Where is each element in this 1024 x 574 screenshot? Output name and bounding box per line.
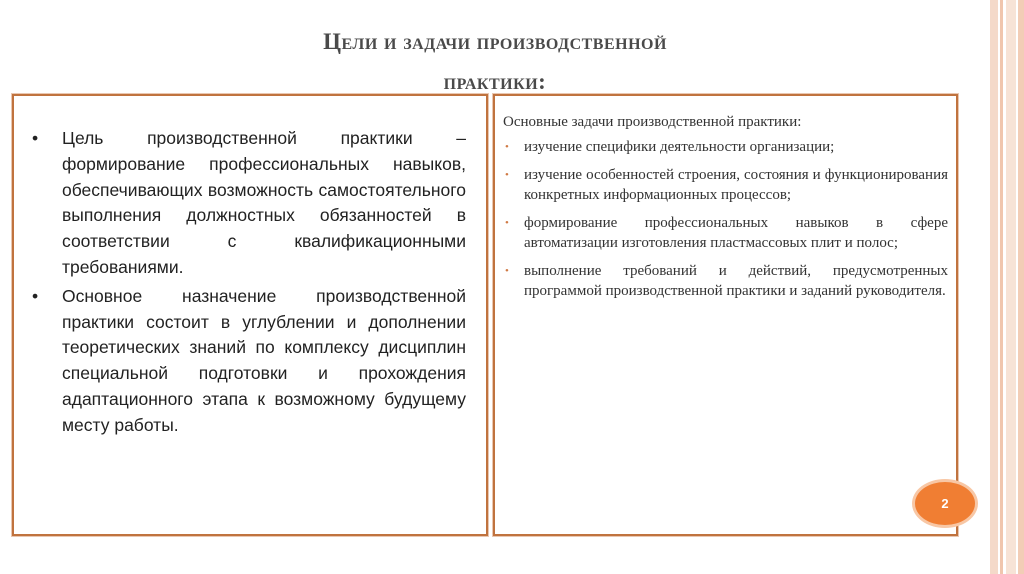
- list-item: [32, 126, 466, 281]
- list-item: [503, 165, 948, 205]
- bullet-icon: •: [505, 169, 509, 181]
- bullet-icon: •: [32, 285, 39, 306]
- goals-box: [12, 94, 488, 536]
- list-item-text: формирование профессиональных навыков в сфере автоматизации изготовления пластмассовых плит и полос;: [524, 215, 948, 251]
- decorative-stripe: [990, 0, 998, 574]
- tasks-list: [503, 137, 948, 309]
- list-item: [503, 137, 948, 157]
- list-item-text: выполнение требований и действий, предусмотренных программой производственной практики и заданий руководителя.: [524, 263, 948, 299]
- list-item: [32, 284, 466, 439]
- decorative-stripe: [1006, 0, 1016, 574]
- decorative-stripe: [1018, 0, 1024, 574]
- bullet-icon: •: [505, 217, 509, 229]
- page-number-badge: 2: [915, 482, 975, 525]
- bullet-icon: •: [505, 141, 509, 153]
- title-line-1: Цели и задачи производственной: [323, 29, 667, 54]
- list-item-text: изучение специфики деятельности организации;: [524, 139, 835, 155]
- bullet-icon: •: [505, 265, 509, 277]
- decorative-stripe: [1000, 0, 1003, 574]
- list-item-text: изучение особенностей строения, состояния и функционирования конкретных информационных процессов;: [524, 167, 948, 203]
- list-item: [503, 213, 948, 253]
- slide-title: [150, 22, 840, 102]
- list-item-text: Цель производственной практики – формирование профессиональных навыков, обеспечивающих возможность самостоятельного выполнения должностных обязанностей в соответствии с квалификационными требованиями.: [62, 128, 466, 277]
- list-item: [503, 261, 948, 301]
- tasks-heading: Основные задачи производственной практики:: [503, 114, 802, 130]
- goals-list: [32, 126, 466, 442]
- tasks-box: [493, 94, 958, 536]
- list-item-text: Основное назначение производственной практики состоит в углублении и дополнении теоретических знаний по комплексу дисциплин специальной подготовки и прохождения адаптационного этапа к возможному будущему месту работы.: [62, 285, 466, 435]
- title-line-2: практики:: [443, 69, 547, 94]
- bullet-icon: •: [32, 128, 39, 148]
